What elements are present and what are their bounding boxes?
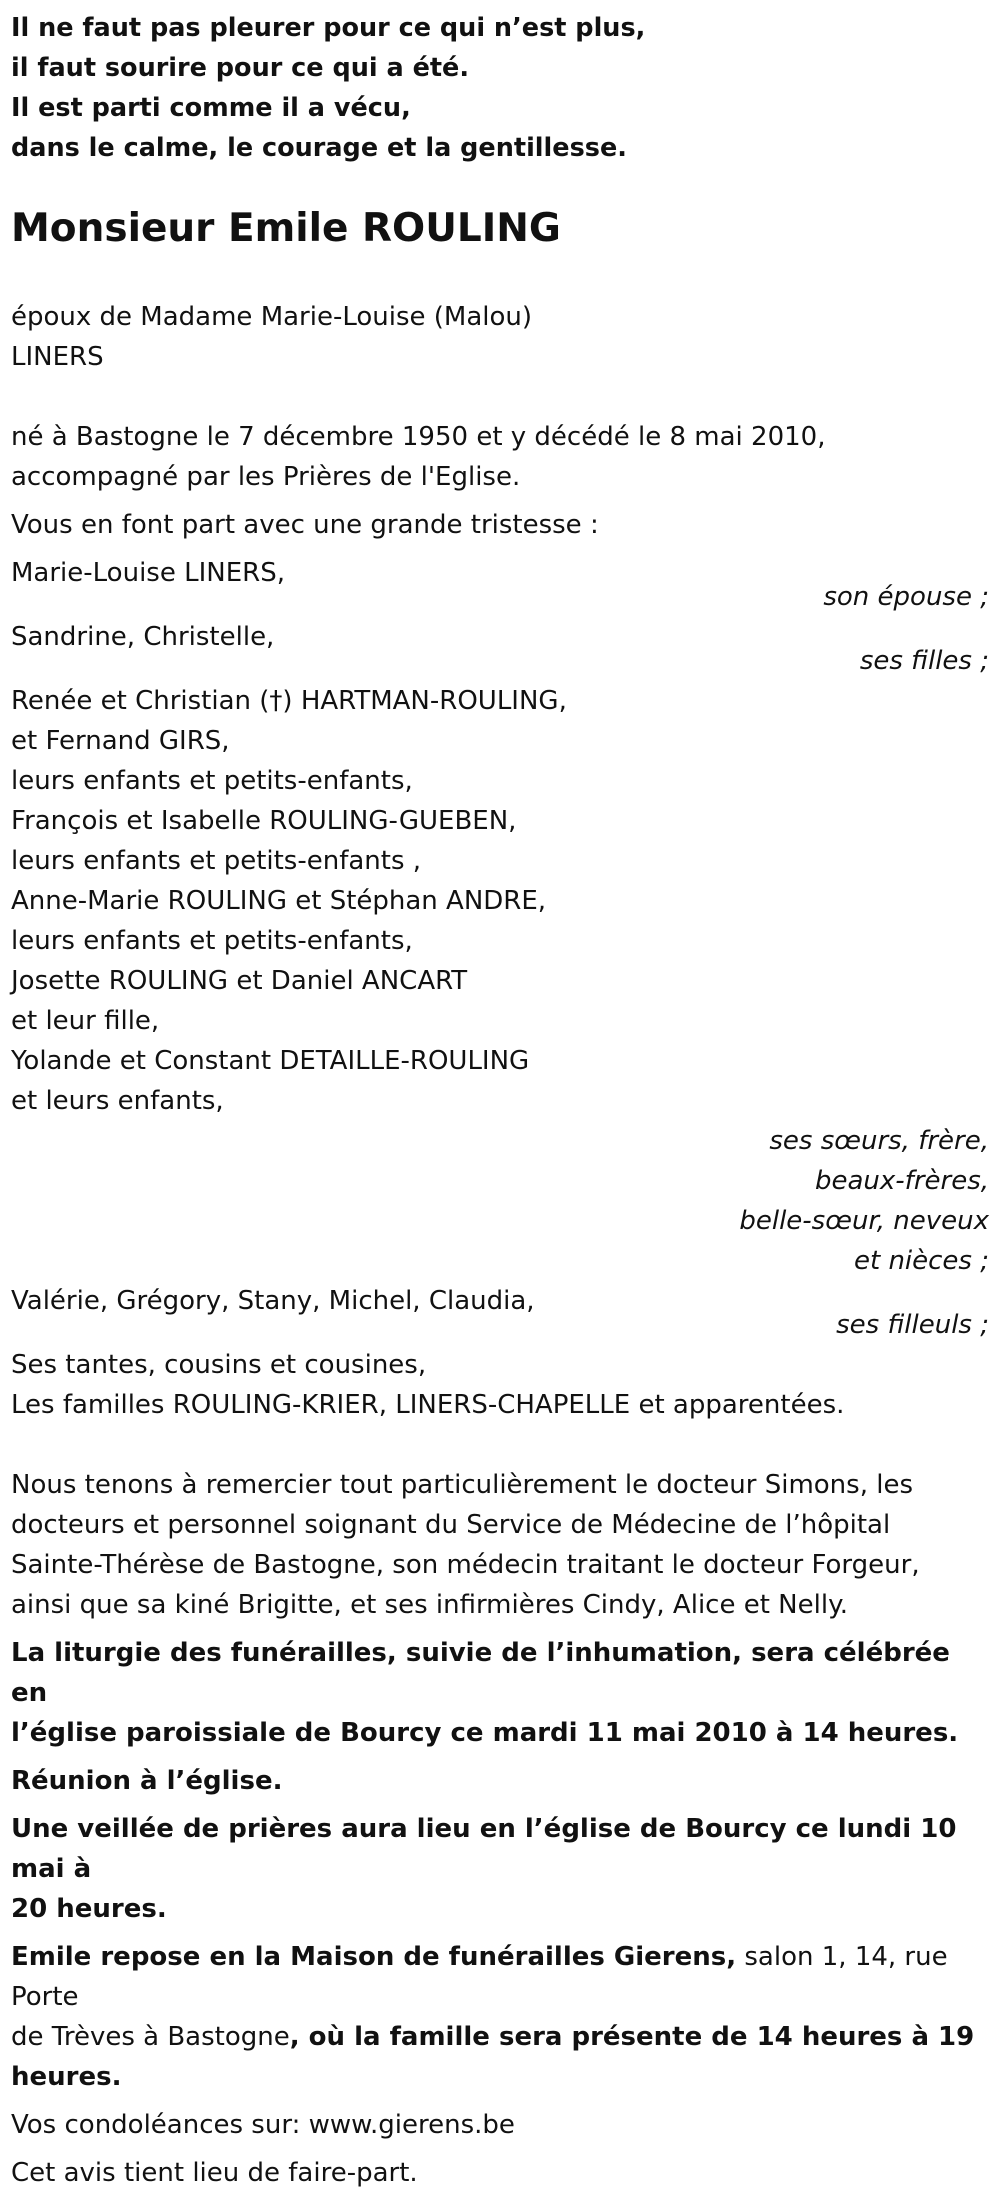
vigil-line: Une veillée de prières aura lieu en l’église de Bourcy ce lundi 10 mai à	[11, 1814, 957, 1884]
repose-line	[11, 1937, 989, 2017]
vigil-info	[11, 1809, 989, 1929]
wife-relation: son épouse ;	[823, 582, 989, 612]
godchildren-relation: ses filleuls ;	[836, 1310, 989, 1340]
relation-line: belle-sœur, neveux	[739, 1206, 989, 1236]
family-presence-end: heures.	[11, 2062, 122, 2092]
thanks-line: ainsi que sa kiné Brigitte, et ses infirmières Cindy, Alice et Nelly.	[11, 1590, 849, 1620]
poem-line: dans le calme, le courage et la gentillesse.	[11, 133, 627, 163]
opening-poem	[11, 10, 989, 167]
sibling-line: leurs enfants et petits-enfants ,	[11, 846, 422, 876]
sibling-line: Anne-Marie ROULING et Stéphan ANDRE,	[11, 886, 547, 916]
spouse-info	[11, 297, 989, 377]
repose-line	[11, 2017, 989, 2057]
sibling-line: Renée et Christian (†) HARTMAN-ROULING,	[11, 686, 567, 716]
daughters-relation: ses filles ;	[859, 646, 989, 676]
sibling-line: leurs enfants et petits-enfants,	[11, 926, 413, 956]
sibling-line: et leur fille,	[11, 1006, 160, 1036]
birth-death-info	[11, 417, 989, 497]
closing-note: Cet avis tient lieu de faire-part.	[11, 2158, 418, 2188]
other-relatives	[11, 1345, 989, 1425]
birth-line: né à Bastogne le 7 décembre 1950 et y décédé le 8 mai 2010,	[11, 422, 826, 452]
sibling-line: François et Isabelle ROULING-GUEBEN,	[11, 806, 517, 836]
spouse-line: LINERS	[11, 342, 104, 372]
funeral-line: l’église paroissiale de Bourcy ce mardi 11 mai 2010 à 14 heures.	[11, 1718, 959, 1748]
family-presence: , où la famille sera présente de 14 heures à 19	[289, 2022, 975, 2052]
deceased-name: Monsieur Emile ROULING	[11, 206, 561, 251]
sibling-line: leurs enfants et petits-enfants,	[11, 766, 413, 796]
meeting-info: Réunion à l’église.	[11, 1766, 283, 1796]
daughters-names: Sandrine, Christelle,	[11, 622, 275, 652]
relation-line: ses sœurs, frère,	[769, 1126, 989, 1156]
funeral-line: La liturgie des funérailles, suivie de l’inhumation, sera célébrée en	[11, 1638, 950, 1708]
relatives-line: Les familles ROULING-KRIER, LINERS-CHAPELLE et apparentées.	[11, 1390, 845, 1420]
repose-place: Emile repose en la Maison de funérailles Gierens,	[11, 1942, 737, 1972]
thanks-line: docteurs et personnel soignant du Service de Médecine de l’hôpital	[11, 1510, 891, 1540]
poem-line: il faut sourire pour ce qui a été.	[11, 53, 470, 83]
sibling-line: et Fernand GIRS,	[11, 726, 230, 756]
repose-address-end: de Trèves à Bastogne	[11, 2022, 290, 2052]
sibling-line: Yolande et Constant DETAILLE-ROULING	[11, 1046, 530, 1076]
announcement: Vous en font part avec une grande tristesse :	[11, 510, 599, 540]
relation-line: et nièces ;	[853, 1246, 989, 1276]
repose-line	[11, 2057, 989, 2097]
repose-address-start: salon 1, 14, rue Porte	[11, 1942, 948, 2012]
wife-name: Marie-Louise LINERS,	[11, 558, 285, 588]
poem-line: Il ne faut pas pleurer pour ce qui n’est plus,	[11, 13, 646, 43]
repose-info	[11, 1937, 989, 2097]
thanks-line: Sainte-Thérèse de Bastogne, son médecin traitant le docteur Forgeur,	[11, 1550, 920, 1580]
condolences-info: Vos condoléances sur: www.gierens.be	[11, 2110, 515, 2140]
sibling-line: et leurs enfants,	[11, 1086, 224, 1116]
obituary-notice	[11, 0, 989, 2193]
birth-line: accompagné par les Prières de l'Eglise.	[11, 462, 521, 492]
godchildren-names: Valérie, Grégory, Stany, Michel, Claudia,	[11, 1286, 535, 1316]
relatives-line: Ses tantes, cousins et cousines,	[11, 1350, 427, 1380]
thanks-line: Nous tenons à remercier tout particulièrement le docteur Simons, les	[11, 1470, 914, 1500]
vigil-line: 20 heures.	[11, 1894, 167, 1924]
poem-line: Il est parti comme il a vécu,	[11, 93, 411, 123]
siblings-list	[11, 681, 989, 1121]
siblings-relation	[11, 1121, 989, 1281]
spouse-line: époux de Madame Marie-Louise (Malou)	[11, 302, 533, 332]
thanks-paragraph	[11, 1465, 989, 1625]
relation-line: beaux-frères,	[814, 1166, 989, 1196]
funeral-info	[11, 1633, 989, 1753]
sibling-line: Josette ROULING et Daniel ANCART	[11, 966, 468, 996]
